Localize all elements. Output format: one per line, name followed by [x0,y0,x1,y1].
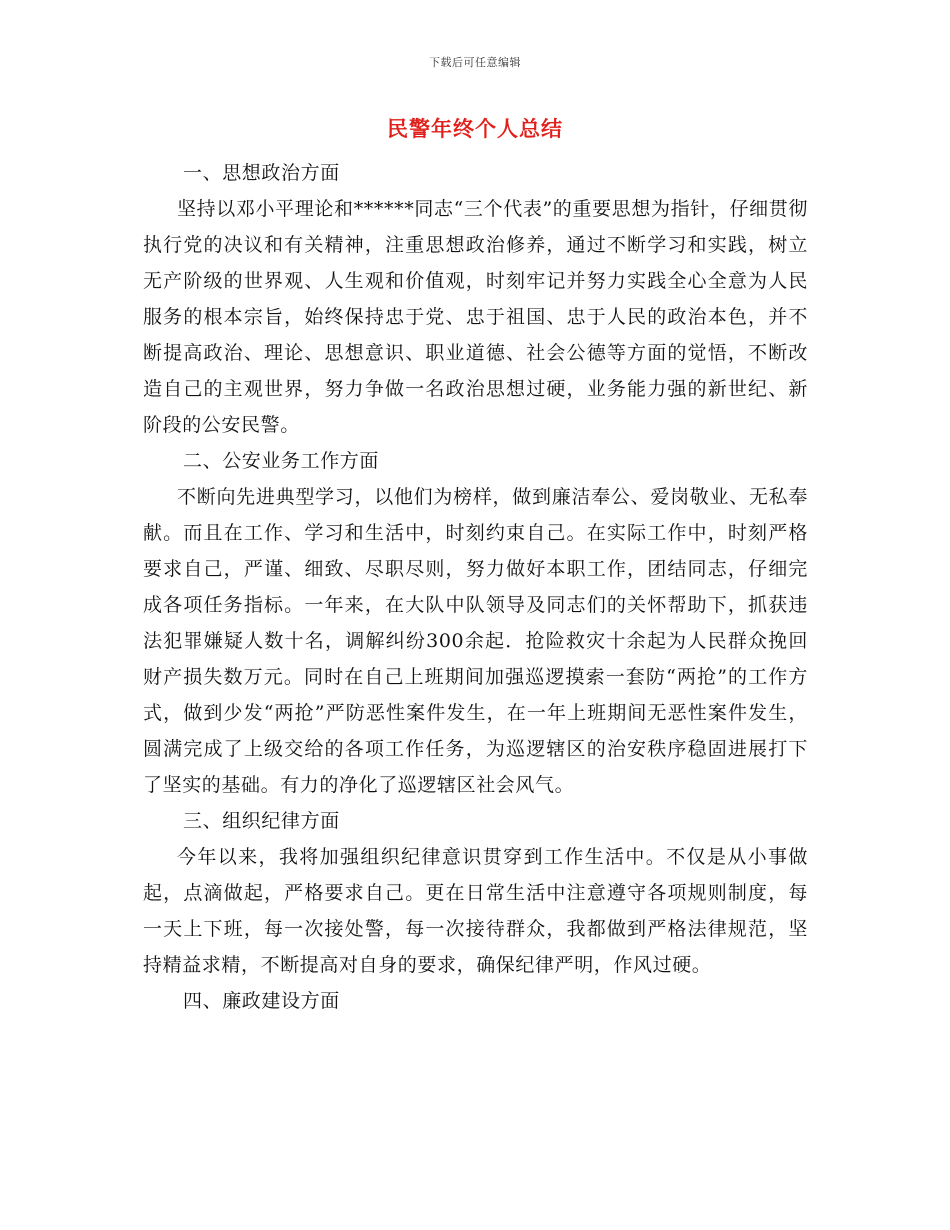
section-heading-1: 一、思想政治方面 [183,162,340,184]
section-paragraph-3: 今年以来，我将加强组织纪律意识贯穿到工作生活中。不仅是从小事做起，点滴做起，严格要求自己。更在日常生活中注意遵守各项规则制度，每一天上下班，每一次接处警，每一次接待群众，我都做到严格法律规范，坚持精益求精，不断提高对自身的要求，确保纪律严明，作风过硬。 [143,846,808,976]
header-note: 下载后可任意编辑 [429,56,521,69]
document-title: 民警年终个人总结 [387,116,563,141]
section-paragraph-2: 不断向先进典型学习，以他们为榜样，做到廉洁奉公、爱岗敬业、无私奉献。而且在工作、学习和生活中，时刻约束自己。在实际工作中，时刻严格要求自己，严谨、细致、尽职尽则，努力做好本职工作，团结同志，仔细完成各项任务指标。一年来，在大队中队领导及同志们的关怀帮助下，抓获违法犯罪嫌疑人数十名，调解纠纷300余起．抢险救灾十余起为人民群众挽回财产损失数万元。同时在自己上班期间加强巡逻摸索一套防“两抢”的工作方式，做到少发“两抢”严防恶性案件发生，在一年上班期间无恶性案件发生，圆满完成了上级交给的各项工作任务，为巡逻辖区的治安秩序稳固进展打下了坚实的基础。有力的净化了巡逻辖区社会风气。 [143,486,808,796]
document-body [143,155,808,1019]
section-heading-4: 四、廉政建设方面 [183,990,340,1012]
section-heading-2: 二、公安业务工作方面 [183,450,380,472]
section-paragraph-1: 坚持以邓小平理论和******同志“三个代表”的重要思想为指针，仔细贯彻执行党的决议和有关精神，注重思想政治修养，通过不断学习和实践，树立无产阶级的世界观、人生观和价值观，时刻牢记并努力实践全心全意为人民服务的根本宗旨，始终保持忠于党、忠于祖国、忠于人民的政治本色，并不断提高政治、理论、思想意识、职业道德、社会公德等方面的觉悟，不断改造自己的主观世界，努力争做一名政治思想过硬，业务能力强的新世纪、新阶段的公安民警。 [143,198,808,436]
section-heading-3: 三、组织纪律方面 [183,810,340,832]
